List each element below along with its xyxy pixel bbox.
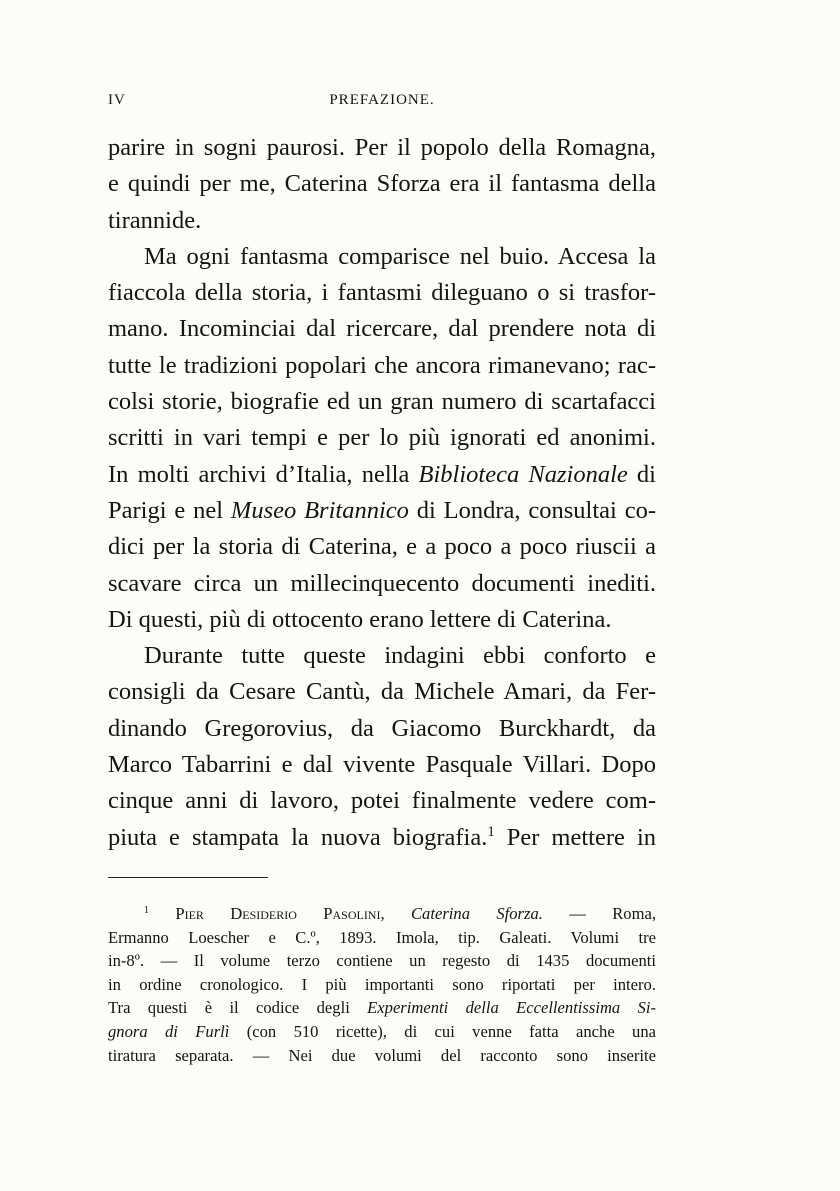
footnote-number: 1 [144, 905, 149, 917]
text-line: Ma ogni fantasma comparisce nel buio. Accesa la [144, 242, 656, 270]
italic-title: Experimenti della Eccellentissima Si- [367, 998, 656, 1018]
text-line: scavare circa un millecinquecento documenti inediti. [108, 569, 656, 597]
footnote-divider [108, 877, 268, 878]
text-line: Di questi, più di ottocento erano lettere di Caterina. [108, 605, 612, 633]
footnote [108, 902, 656, 1067]
text-segment: Parigi e nel [108, 496, 231, 524]
text-line: e quindi per me, Caterina Sforza era il fantasma della [108, 170, 656, 198]
footnote-title: Caterina Sforza. [410, 904, 543, 923]
text-line: dinando Gregorovius, da Giacomo Burckhardt, da [108, 714, 656, 742]
text-segment: di [627, 460, 656, 488]
text-line: colsi storie, biografie ed un gran numero di scartafacci [108, 388, 656, 416]
footnote-line [108, 1020, 656, 1044]
italic-title: gnora di Furlì [108, 1021, 230, 1041]
text-line: dici per la storia di Caterina, e a poco a poco riuscii a [108, 533, 656, 561]
text-line: consigli da Cesare Cantù, da Michele Amari, da Fer- [108, 678, 656, 706]
text-line [108, 457, 656, 493]
footnote-line: tiratura separata. — Nei due volumi del racconto sono inserite [108, 1045, 656, 1065]
text-line: tirannide. [108, 206, 202, 234]
footnote-line [108, 996, 656, 1020]
running-title: PREFAZIONE. [329, 92, 435, 108]
text-line: parire in sogni paurosi. Per il popolo della Romagna, [108, 134, 656, 161]
text-line: Marco Tabarrini e dal vivente Pasquale Villari. Dopo [108, 751, 656, 779]
footnote-line: Ermanno Loescher e C.º, 1893. Imola, tip. Galeati. Volumi tre [108, 927, 656, 947]
page-header [108, 92, 656, 114]
text-line: cinque anni di lavoro, potei finalmente vedere com- [108, 787, 656, 815]
text-line: fiaccola della storia, i fantasmi dileguano o si trasfor- [108, 279, 656, 307]
footnote-line: in-8º. — Il volume terzo contiene un regesto di 1435 documenti [108, 951, 656, 971]
text-segment: — Roma, [542, 904, 656, 923]
italic-title: Museo Britannico [230, 496, 409, 524]
text-segment: Tra questi è il codice degli [108, 998, 368, 1018]
italic-title: Biblioteca Nazionale [418, 460, 628, 488]
text-segment: (con 510 ricette), di cui venne fatta anche una [229, 1021, 656, 1041]
page-number: IV [108, 92, 126, 108]
text-segment: Per mettere in [494, 823, 656, 851]
text-line [108, 493, 656, 529]
text-segment: In molti archivi d’Italia, nella [108, 460, 419, 488]
text-line: mano. Incominciai dal ricercare, dal prendere nota di [108, 315, 656, 343]
text-line: scritti in vari tempi e per lo più ignorati ed anonimi. [108, 424, 656, 452]
text-segment: di Londra, consultai co- [408, 496, 656, 524]
text-line: tutte le tradizioni popolari che ancora rimanevano; rac- [108, 351, 656, 379]
footnote-line: in ordine cronologico. I più importanti sono riportati per intero. [108, 974, 656, 994]
text-segment: , [380, 904, 411, 923]
text-line [108, 820, 656, 856]
footnote-author: Pier Desiderio Pasolini [175, 904, 381, 923]
text-segment: piuta e stampata la nuova biografia. [108, 823, 488, 851]
body-text [108, 130, 656, 856]
footnote-marker: 1 [487, 823, 495, 840]
footnote-line [108, 902, 656, 926]
text-line: Durante tutte queste indagini ebbi conforto e [144, 642, 656, 670]
